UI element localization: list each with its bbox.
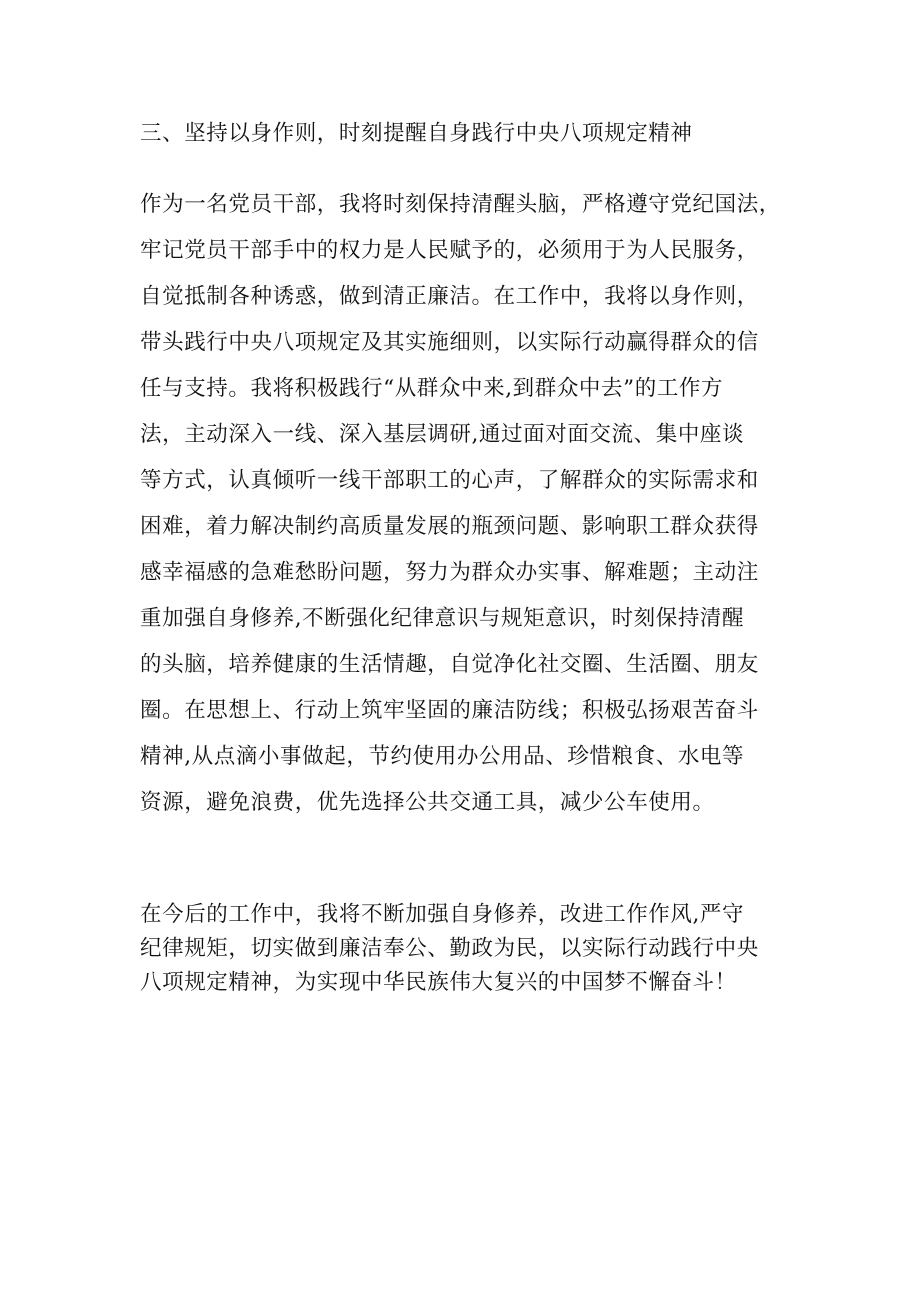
paragraph-2-line: 八项规定精神，为实现中华民族伟大复兴的中国梦不懈奋斗！: [140, 970, 737, 995]
paragraph-1-line: 法，主动深入一线、深入基层调研,通过面对面交流、集中座谈: [140, 422, 745, 447]
section-heading: 三、坚持以身作则，时刻提醒自身践行中央八项规定精神: [140, 121, 693, 146]
paragraph-1-line: 困难，着力解决制约高质量发展的瓶颈问题、影响职工群众获得: [140, 514, 759, 539]
paragraph-1-line: 重加强自身修养,不断强化纪律意识与规矩意识，时刻保持清醒: [140, 606, 745, 631]
paragraph-2-line: 在今后的工作中，我将不断加强自身修养，改进工作作风,严守: [140, 902, 745, 927]
paragraph-1-line: 感幸福感的急难愁盼问题，努力为群众办实事、解难题；主动注: [140, 560, 759, 585]
paragraph-1-line: 牢记党员干部手中的权力是人民赋予的，必须用于为人民服务，: [140, 238, 759, 263]
paragraph-1-line: 等方式，认真倾听一线干部职工的心声，了解群众的实际需求和: [140, 468, 759, 493]
paragraph-1-line: 资源，避免浪费，优先选择公共交通工具，减少公车使用。: [140, 790, 715, 815]
paragraph-1-line: 自觉抵制各种诱惑，做到清正廉洁。在工作中，我将以身作则，: [140, 284, 759, 309]
paragraph-1-line: 圈。在思想上、行动上筑牢坚固的廉洁防线；积极弘扬艰苦奋斗: [140, 698, 759, 723]
paragraph-1-line: 带头践行中央八项规定及其实施细则，以实际行动赢得群众的信: [140, 330, 759, 355]
paragraph-1-line: 精神,从点滴小事做起，节约使用办公用品、珍惜粮食、水电等: [140, 744, 745, 769]
paragraph-1-line: 作为一名党员干部，我将时刻保持清醒头脑，严格遵守党纪国法，: [140, 192, 781, 217]
paragraph-1-line: 的头脑，培养健康的生活情趣，自觉净化社交圈、生活圈、朋友: [140, 652, 759, 677]
paragraph-2-line: 纪律规矩，切实做到廉洁奉公、勤政为民，以实际行动践行中央: [140, 936, 759, 961]
paragraph-1-line: 任与支持。我将积极践行“从群众中来,到群众中去”的工作方: [140, 376, 724, 401]
